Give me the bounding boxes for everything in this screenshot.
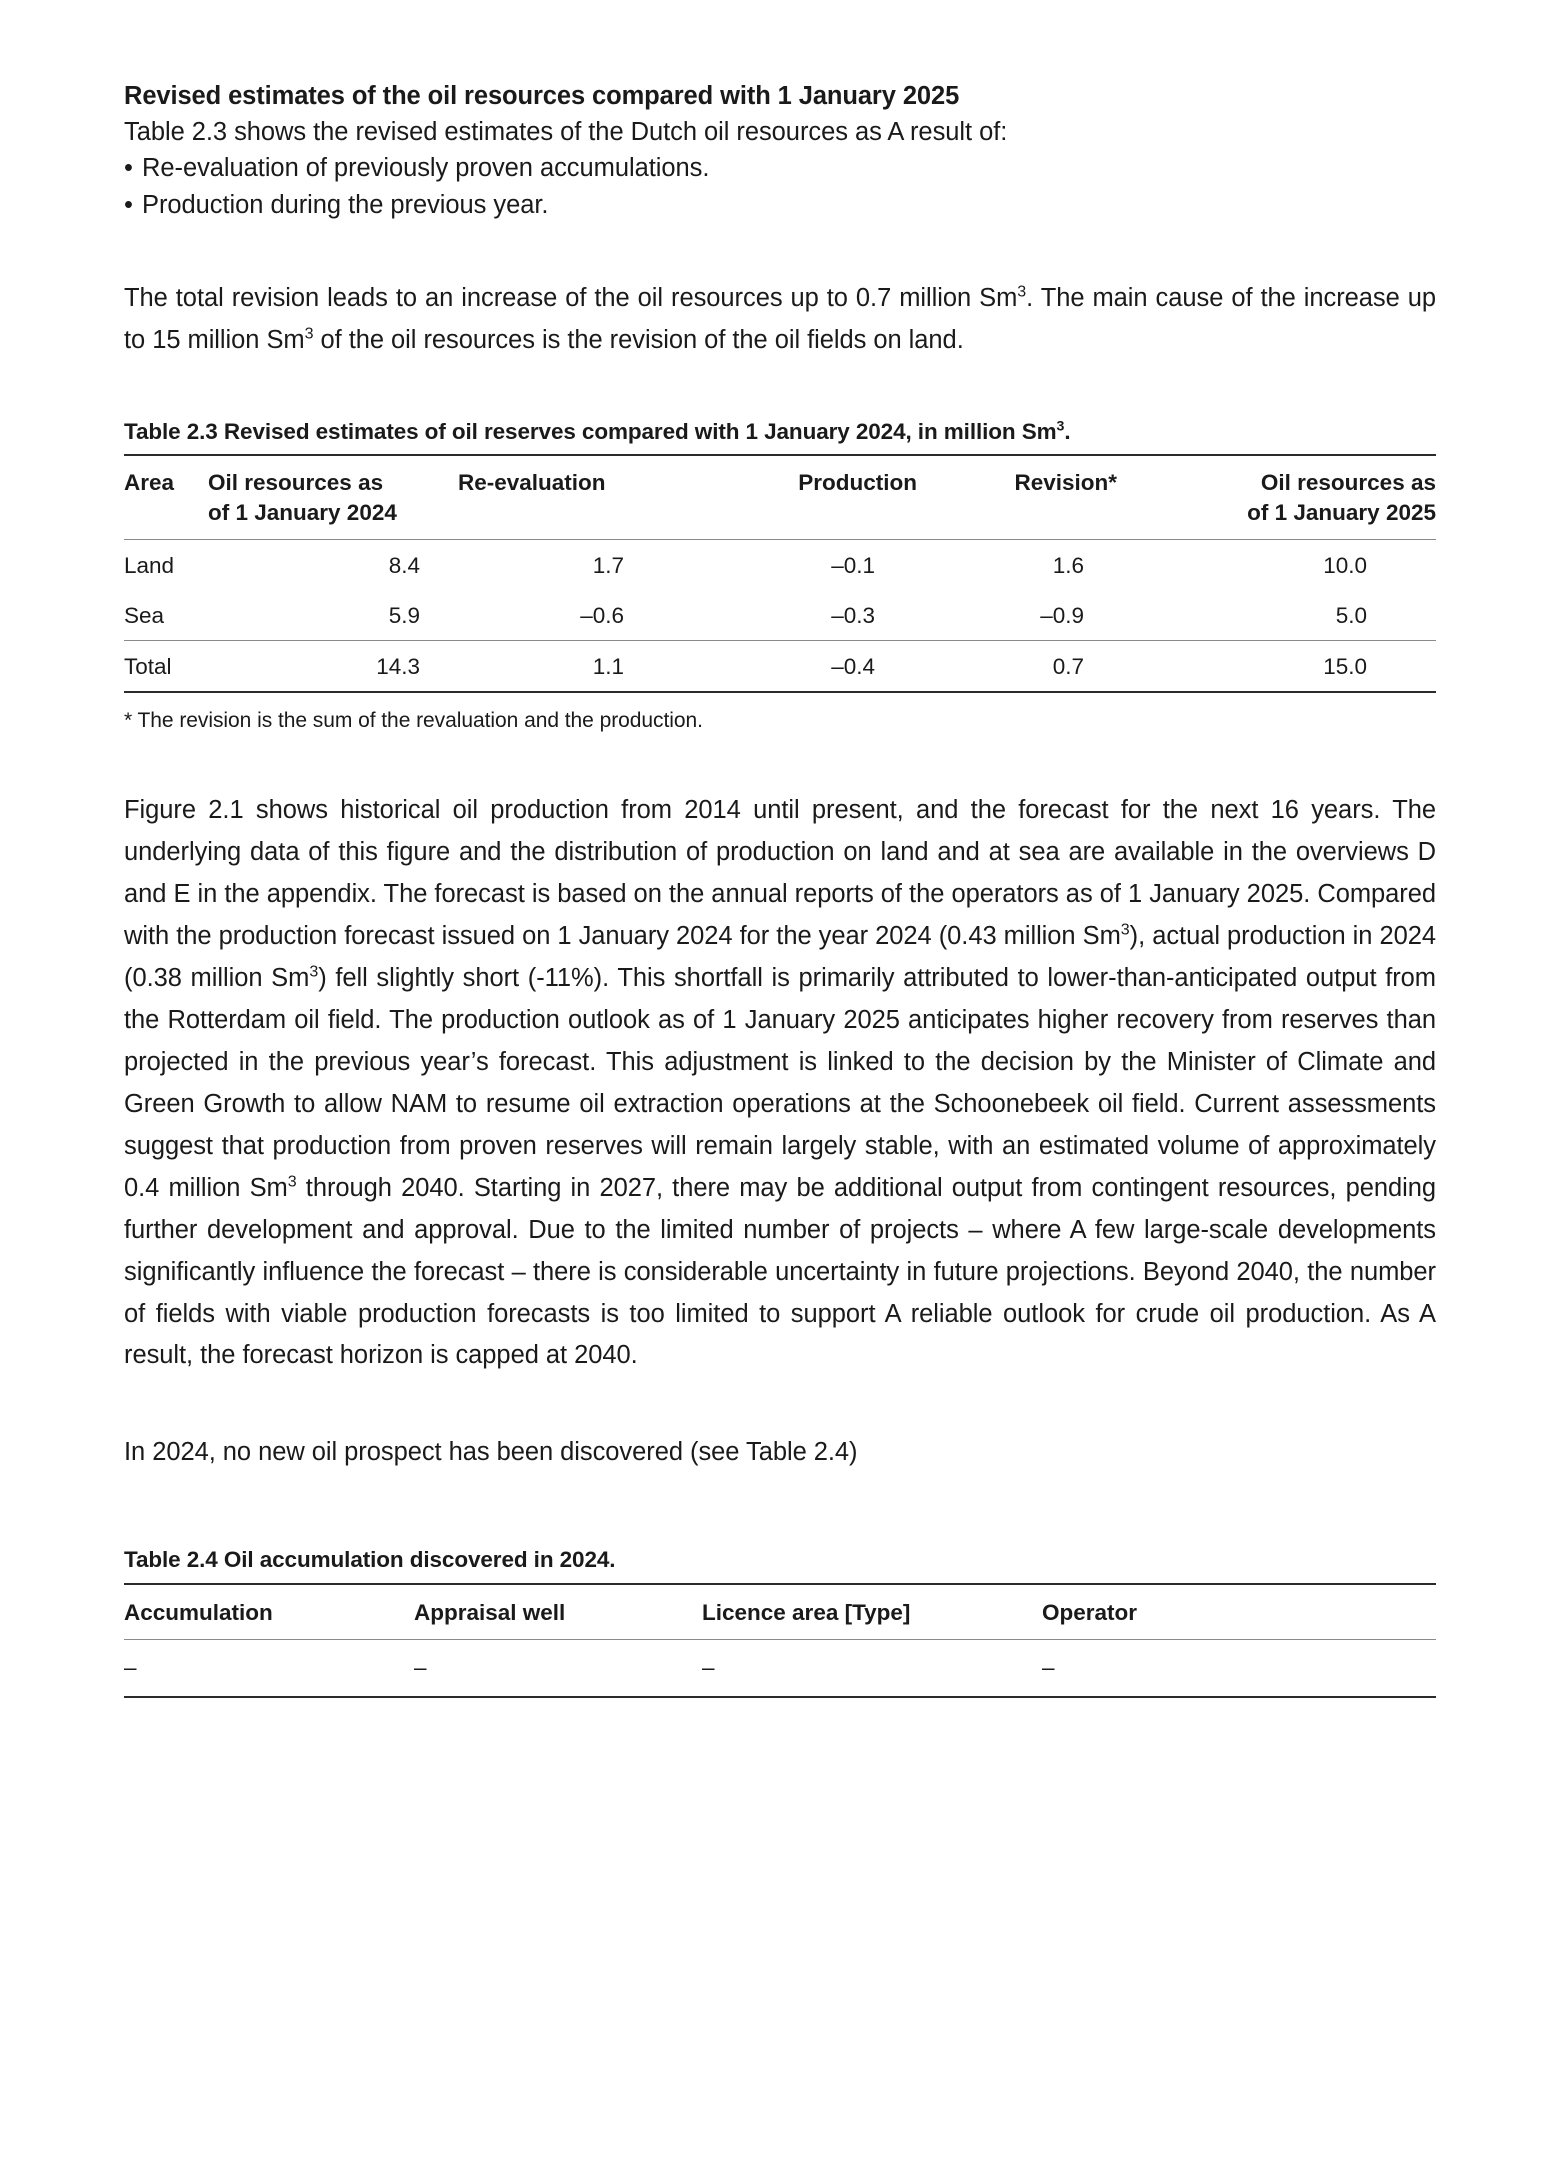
- table-2-4-header: [124, 1584, 1436, 1640]
- cell-res-2024: 8.4: [388, 552, 420, 578]
- cell-re-eval: 1.1: [592, 653, 624, 679]
- col-header-revision-line1: Revision*: [1014, 470, 1117, 496]
- table-2-3-caption-part1: Table 2.3 Revised estimates of oil reserves compared with 1 January 2024, in million Sm: [124, 418, 1057, 444]
- table-2-3: [124, 454, 1436, 693]
- cell-res-2025: 5.0: [1335, 602, 1367, 628]
- spacer: [124, 223, 1436, 278]
- cell-revision: 0.7: [1052, 653, 1084, 679]
- bullet-item-1: [124, 150, 1436, 186]
- superscript-3: 3: [1120, 920, 1130, 939]
- col-header-resources-2024: [208, 455, 458, 539]
- table-header-row: [124, 1584, 1436, 1640]
- col-header-resources-2025-line2: of 1 January 2025: [1247, 499, 1436, 525]
- superscript-3: 3: [287, 1172, 297, 1191]
- superscript-3: 3: [1017, 282, 1027, 301]
- superscript-3: 3: [309, 962, 319, 981]
- bullet-item-2: [124, 187, 1436, 223]
- table-2-3-footnote: * The revision is the sum of the revaluation and the production.: [124, 708, 703, 732]
- bullet-item-1-label: Re-evaluation of previously proven accumulations.: [142, 154, 710, 183]
- superscript-3: 3: [304, 324, 314, 343]
- col-header-resources-2024-line1: Oil resources as: [208, 470, 384, 496]
- spacer: [124, 1377, 1436, 1432]
- cell-production: –0.3: [831, 602, 875, 628]
- spacer: [124, 1529, 1436, 1545]
- col-header-resources-2025: [1117, 455, 1436, 539]
- table-bottom-rule: [124, 692, 1436, 693]
- cell-re-eval: –0.6: [580, 602, 624, 628]
- cell-appraisal-well: –: [414, 1654, 427, 1680]
- cell-production: –0.4: [831, 653, 875, 679]
- cell-re-eval: 1.7: [592, 552, 624, 578]
- table-2-3-body: [124, 539, 1436, 693]
- spacer: [124, 362, 1436, 417]
- cell-accumulation: –: [124, 1654, 137, 1680]
- figure-paragraph-p4: through 2040. Starting in 2027, there may be additional output from contingent resources, pending further development and approval. Due to the limited number of projects – where A few large-scale developments significantly influence the forecast – there is considerable uncertainty in future projections. Beyond 2040, the number of fields with viable production forecasts is too limited to support A reliable outlook for crude oil production. As A result, the forecast horizon is capped at 2040.: [124, 1173, 1436, 1370]
- bullet-marker-icon: •: [124, 154, 133, 183]
- spacer: [124, 735, 1436, 790]
- col-header-resources-2024-line2: of 1 January 2024: [208, 499, 397, 525]
- cell-revision: 1.6: [1052, 552, 1084, 578]
- col-header-accumulation: Accumulation: [124, 1599, 273, 1625]
- cell-res-2024: 5.9: [388, 602, 420, 628]
- revision-paragraph: [124, 278, 1436, 362]
- col-header-area: [124, 455, 208, 539]
- figure-paragraph-p2: ), actual production in 2024 (0.38 million Sm: [124, 922, 1436, 992]
- col-header-re-evaluation: [458, 455, 702, 539]
- revision-paragraph-part2: . The main cause of the increase up to 15 million Sm: [124, 283, 1436, 354]
- revision-paragraph-part3: of the oil resources is the revision of the oil fields on land.: [313, 325, 964, 354]
- figure-paragraph: [124, 790, 1436, 1377]
- spacer: [124, 1474, 1436, 1529]
- col-header-resources-2025-line1: Oil resources as: [1260, 470, 1436, 496]
- bullet-item-2-label: Production during the previous year.: [142, 190, 549, 219]
- cell-res-2025: 10.0: [1323, 552, 1367, 578]
- cell-revision: –0.9: [1040, 602, 1084, 628]
- section-intro: Table 2.3 shows the revised estimates of the Dutch oil resources as A result of:: [124, 118, 1008, 147]
- col-header-revision: [917, 455, 1117, 539]
- table-2-3-caption-part2: .: [1064, 418, 1071, 444]
- table-row: [124, 640, 1436, 692]
- cell-production: –0.1: [831, 552, 875, 578]
- figure-paragraph-p1: Figure 2.1 shows historical oil production from 2014 until present, and the forecast for the next 16 years. The underlying data of this figure and the distribution of production on land and at sea are available in the overviews D and E in the appendix. The forecast is based on the annual reports of the operators as of 1 January 2025. Compared with the production forecast issued on 1 January 2024 for the year 2024 (0.43 million Sm: [124, 796, 1436, 951]
- table-row: [124, 1639, 1436, 1697]
- revision-paragraph-part1: The total revision leads to an increase of the oil resources up to 0.7 million Sm: [124, 283, 1018, 312]
- col-header-operator: Operator: [1042, 1599, 1138, 1625]
- figure-paragraph-p3: ) fell slightly short (-11%). This shortfall is primarily attributed to lower-than-anticipated output from the Rotterdam oil field. The production outlook as of 1 January 2025 anticipates higher recovery from reserves than projected in the previous year’s forecast. This adjustment is linked to the decision by the Minister of Climate and Green Growth to allow NAM to resume oil extraction operations at the Schoonebeek oil field. Current assessments suggest that production from proven reserves will remain largely stable, with an estimated volume of approximately 0.4 million Sm: [124, 964, 1436, 1202]
- table-2-3-caption: [124, 417, 1436, 447]
- table-row: [124, 539, 1436, 590]
- bullet-marker-icon: •: [124, 190, 133, 219]
- document-content: [124, 78, 1436, 1698]
- table-header-row: [124, 455, 1436, 539]
- col-header-production-line1: Production: [798, 470, 917, 496]
- superscript-3: 3: [1056, 418, 1065, 435]
- cell-area: Sea: [124, 602, 165, 628]
- col-header-area-line1: Area: [124, 470, 175, 496]
- col-header-licence-area: Licence area [Type]: [702, 1599, 911, 1625]
- table-2-4-body: [124, 1639, 1436, 1698]
- col-header-production: [702, 455, 917, 539]
- col-header-appraisal-well: Appraisal well: [414, 1599, 566, 1625]
- cell-res-2025: 15.0: [1323, 653, 1367, 679]
- cell-area: Total: [124, 653, 172, 679]
- cell-operator: –: [1042, 1654, 1055, 1680]
- table-2-3-header: [124, 455, 1436, 539]
- table-row: [124, 590, 1436, 641]
- table-2-4: [124, 1583, 1436, 1698]
- col-header-re-evaluation-line1: Re-evaluation: [458, 470, 606, 496]
- cell-area: Land: [124, 552, 175, 578]
- cell-licence-area: –: [702, 1654, 715, 1680]
- prospect-note: In 2024, no new oil prospect has been discovered (see Table 2.4): [124, 1438, 858, 1467]
- section-heading: Revised estimates of the oil resources compared with 1 January 2025: [124, 82, 960, 110]
- table-bottom-rule: [124, 1697, 1436, 1698]
- table-2-4-caption: Table 2.4 Oil accumulation discovered in 2024.: [124, 1547, 616, 1573]
- cell-res-2024: 14.3: [376, 653, 420, 679]
